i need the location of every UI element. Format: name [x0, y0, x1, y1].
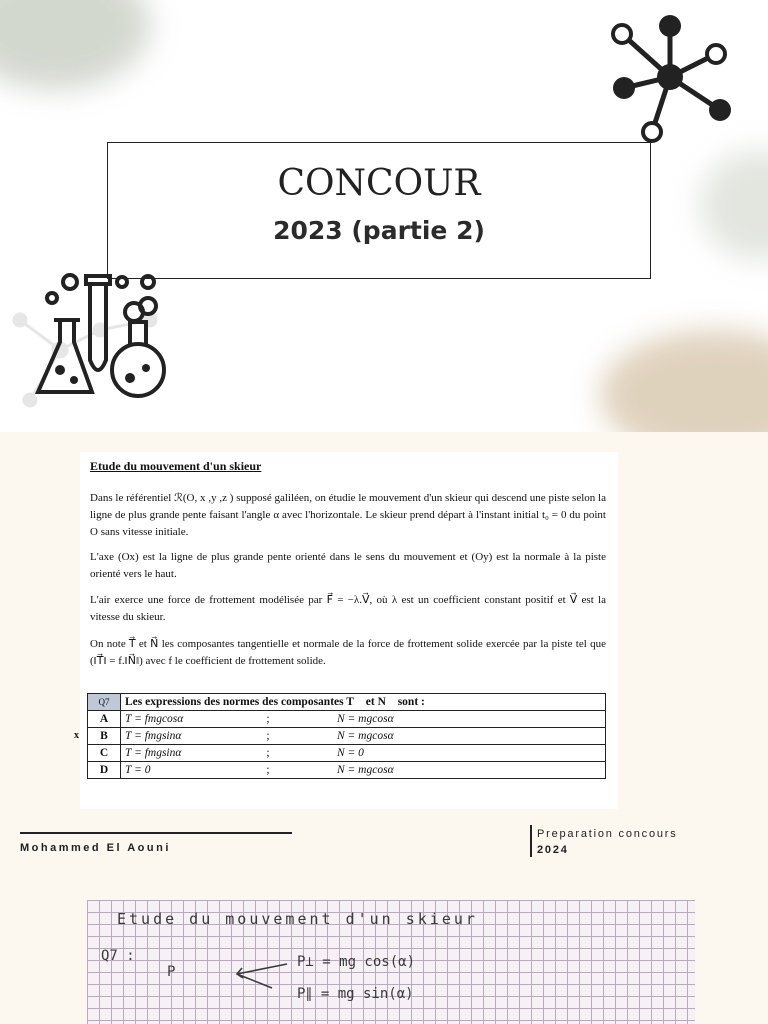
table-header-row	[88, 694, 606, 711]
option-letter: A	[88, 711, 121, 728]
footer-divider	[20, 832, 292, 834]
selected-mark: x	[74, 730, 79, 741]
option-n-expression: N = mgcosα	[277, 711, 606, 728]
decorative-blob	[700, 150, 768, 260]
footer-divider	[530, 825, 532, 857]
option-t-expression: T = 0	[121, 762, 260, 779]
option-separator: ;	[259, 745, 277, 762]
question-number: Q7	[88, 694, 121, 711]
lab-flasks-icon	[30, 270, 170, 410]
question-page	[0, 432, 768, 867]
answer-table	[74, 693, 606, 779]
exercise-paragraph: L'axe (Ox) est la ligne de plus grande pente orienté dans le sens du mouvement et (Oy) est la normale à la piste orienté vers le haut.	[90, 551, 606, 580]
cover-page	[0, 0, 768, 432]
option-t-expression: T = fmgcosα	[121, 711, 260, 728]
option-letter-cell	[74, 728, 121, 745]
option-t-expression: T = fmgsinα	[121, 728, 260, 745]
table-row	[88, 728, 606, 745]
molecule-icon	[600, 12, 740, 147]
notes-vector-p: P	[167, 964, 176, 980]
author-name: Mohammed El Aouni	[20, 842, 171, 854]
option-letter: C	[88, 745, 121, 762]
force-arrows-sketch	[232, 956, 292, 996]
footer-prep-label: Preparation concours	[537, 828, 678, 840]
footer-year: 2024	[537, 844, 569, 856]
page-title: CONCOUR	[277, 163, 481, 204]
option-n-expression: N = 0	[277, 745, 606, 762]
notes-equation: P⊥ = mg cos(α)	[297, 954, 416, 970]
option-n-expression: N = mgcosα	[277, 762, 606, 779]
notes-equation: P∥ = mg sin(α)	[297, 986, 414, 1002]
table-row	[88, 745, 606, 762]
notes-title: Etude du mouvement d'un skieur	[117, 910, 478, 928]
decorative-blob	[0, 0, 150, 90]
exercise-paragraph: Dans le référentiel ℛ(O, x ,y ,z ) supposé galiléen, on étudie le mouvement d'un skieur qui descend une piste selon la ligne de plus grande pente faisant l'angle α avec l'horizontale. Le skieur prend départ à l'instant initial t₀ = 0 du point O sans vitesse initiale.	[90, 492, 606, 538]
handwritten-notes	[87, 900, 695, 1024]
question-text: Les expressions des normes des composantes T⃗ et N⃗ sont :	[121, 694, 606, 711]
option-separator: ;	[259, 762, 277, 779]
option-letter: D	[88, 762, 121, 779]
table-row	[88, 762, 606, 779]
option-t-expression: T = fmgsinα	[121, 745, 260, 762]
decorative-blob	[600, 330, 768, 432]
option-letter: B	[100, 730, 108, 742]
handwritten-page	[0, 867, 768, 1024]
title-card	[107, 142, 651, 279]
exercise-paragraph: On note T⃗ et N⃗ les composantes tangentielle et normale de la force de frottement solide exercée par la piste tel que (‖T⃗‖ = f.‖N⃗‖) avec f le coefficient de frottement solide.	[90, 638, 606, 667]
table-row	[88, 711, 606, 728]
scanned-exercise	[74, 452, 618, 809]
option-separator: ;	[259, 728, 277, 745]
notes-question-label: Q7 :	[101, 948, 135, 964]
exercise-heading: Etude du mouvement d'un skieur	[90, 459, 262, 473]
option-n-expression: N = mgcosα	[277, 728, 606, 745]
option-separator: ;	[259, 711, 277, 728]
page-subtitle: 2023 (partie 2)	[273, 216, 485, 245]
exercise-paragraph: L'air exerce une force de frottement modélisée par F⃗ = −λ.V⃗, où λ est un coefficient constant positif et V⃗ est la vitesse du skieur.	[90, 594, 606, 623]
